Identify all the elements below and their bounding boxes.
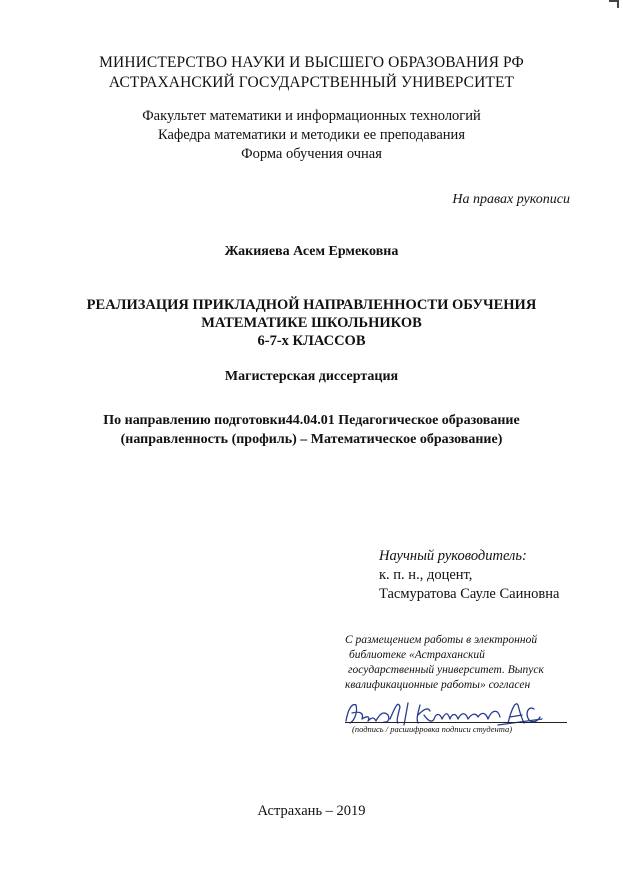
ministry-header bbox=[0, 53, 623, 93]
consent-line: библиотеке «Астраханский bbox=[349, 649, 485, 661]
scan-corner-mark bbox=[609, 0, 619, 8]
title-line: РЕАЛИЗАЦИЯ ПРИКЛАДНОЙ НАПРАВЛЕННОСТИ ОБУЧЕНИЯ bbox=[86, 297, 537, 313]
faculty-line: Факультет математики и информационных технологий bbox=[142, 108, 481, 124]
consent-line: С размещением работы в электронной bbox=[345, 634, 538, 646]
library-consent bbox=[345, 633, 544, 693]
supervisor-block bbox=[379, 547, 559, 604]
title-line: МАТЕМАТИКЕ ШКОЛЬНИКОВ bbox=[201, 315, 422, 331]
title-line: 6-7-х КЛАССОВ bbox=[257, 333, 366, 349]
consent-line: квалификационные работы» согласен bbox=[345, 679, 531, 691]
degree-type: Магистерская диссертация bbox=[224, 369, 399, 384]
direction-line: По направлению подготовки44.04.01 Педагогическое образование bbox=[103, 413, 520, 428]
study-form-line: Форма обучения очная bbox=[241, 146, 382, 162]
department-line: Кафедра математики и методики ее преподавания bbox=[158, 127, 465, 143]
signature-caption: (подпись / расшифровка подписи студента) bbox=[352, 724, 513, 734]
supervisor-credentials: к. п. н., доцент, bbox=[379, 567, 473, 583]
supervisor-label: Научный руководитель: bbox=[379, 548, 527, 564]
city-year: Астрахань – 2019 bbox=[257, 803, 366, 819]
supervisor-name: Тасмуратова Сауле Саиновна bbox=[379, 586, 560, 602]
faculty-block bbox=[0, 107, 623, 164]
consent-line: государственный университет. Выпуск bbox=[348, 664, 544, 676]
signature-line bbox=[345, 722, 567, 723]
author-name: Жакияева Асем Ермековна bbox=[224, 244, 399, 259]
university-line: АСТРАХАНСКИЙ ГОСУДАРСТВЕННЫЙ УНИВЕРСИТЕТ bbox=[108, 74, 515, 91]
rights-note: На правах рукописи bbox=[452, 192, 570, 207]
ministry-line: МИНИСТЕРСТВО НАУКИ И ВЫСШЕГО ОБРАЗОВАНИЯ РФ bbox=[99, 54, 524, 71]
thesis-title bbox=[0, 296, 623, 350]
direction-line: (направленность (профиль) – Математическое образование) bbox=[120, 432, 503, 447]
study-direction bbox=[0, 411, 623, 449]
